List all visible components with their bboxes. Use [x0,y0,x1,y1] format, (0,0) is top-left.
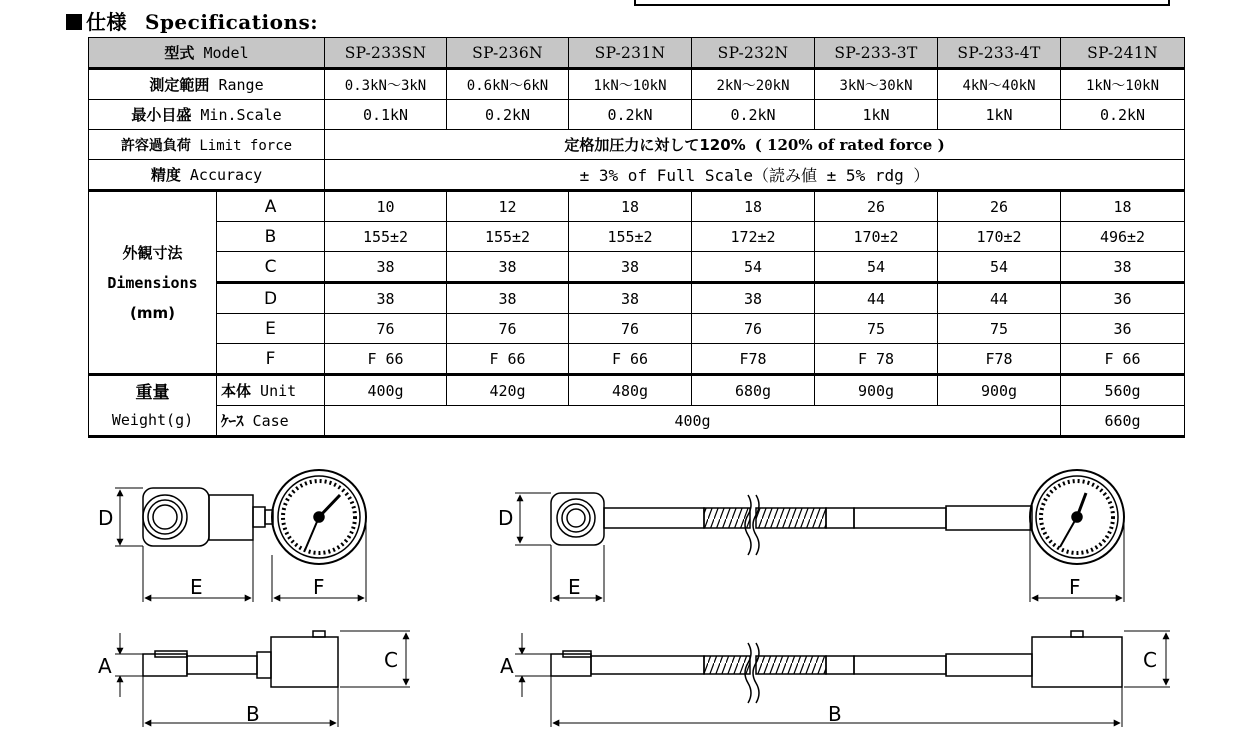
dim-cell: F 66 [447,344,569,375]
dim-key: C [217,252,325,283]
label-d-right: D [498,506,514,530]
min-scale-cell: 0.2kN [692,100,815,130]
weight-unit-cell: 420g [447,375,569,406]
min-scale-cell: 1kN [938,100,1061,130]
weight-unit-cell: 900g [938,375,1061,406]
heading-en: Specifications: [145,10,319,34]
model-cell: SP-241N [1061,38,1185,69]
right-side-dims [515,631,1170,727]
range-header: 測定範囲 Range [89,69,325,100]
dim-cell: 170±2 [938,222,1061,252]
range-cell: 0.6kN～6kN [447,69,569,100]
right-side-view [551,631,1122,703]
dim-cell: 76 [325,314,447,344]
weight-unit-cell: 480g [569,375,692,406]
dim-cell: 75 [815,314,938,344]
accuracy-header: 精度 Accuracy [89,160,325,191]
dim-cell: 172±2 [692,222,815,252]
range-cell: 1kN～10kN [1061,69,1185,100]
dim-cell: 76 [569,314,692,344]
dim-cell: 155±2 [325,222,447,252]
dim-cell: 38 [325,252,447,283]
label-f-left: F [313,575,325,599]
label-d-left: D [98,506,114,530]
dim-cell: 38 [569,252,692,283]
dim-row-f [89,344,1185,375]
dim-cell: 18 [569,191,692,222]
min-scale-header: 最小目盛 Min.Scale [89,100,325,130]
right-front-view [551,470,1124,564]
dim-key: D [217,283,325,314]
weight-unit-cell: 680g [692,375,815,406]
dim-cell: 36 [1061,314,1185,344]
dimensions-header: 外観寸法 Dimensions (mm) [89,191,217,375]
dim-cell: 75 [938,314,1061,344]
dim-key: B [217,222,325,252]
dim-cell: 18 [692,191,815,222]
left-side-view [143,631,338,687]
range-cell: 3kN～30kN [815,69,938,100]
dim-row-c [89,252,1185,283]
dim-cell: 155±2 [447,222,569,252]
label-a-left: A [98,654,112,678]
heading-jp: 仕様 [86,10,127,34]
weight-case-label: ｹｰｽ Case [217,406,325,437]
dim-cell: 38 [325,283,447,314]
dim-row-a [89,191,1185,222]
dim-cell: F 66 [1061,344,1185,375]
accuracy-cell: ± 3% of Full Scale（読み値 ± 5% rdg ） [325,160,1185,191]
dim-key: E [217,314,325,344]
dim-row-b [89,222,1185,252]
label-b-right: B [828,702,842,726]
model-cell: SP-233SN [325,38,447,69]
dim-cell: 38 [1061,252,1185,283]
dim-cell: 26 [815,191,938,222]
dim-cell: 54 [938,252,1061,283]
dim-cell: 18 [1061,191,1185,222]
dim-row-e [89,314,1185,344]
range-cell: 1kN～10kN [569,69,692,100]
label-c-right: C [1143,648,1157,672]
dim-cell: F 78 [815,344,938,375]
dimension-drawings [0,455,1243,737]
label-e-right: E [568,575,581,599]
weight-case-shared: 400g [325,406,1061,437]
model-cell: SP-233-4T [938,38,1061,69]
label-e-left: E [190,575,203,599]
min-scale-cell: 0.2kN [1061,100,1185,130]
weight-header-jp: 重量 [89,375,217,406]
dim-cell: 76 [447,314,569,344]
model-cell: SP-236N [447,38,569,69]
left-side-dims [115,631,410,727]
weight-unit-row [89,375,1185,406]
spec-heading [66,6,318,35]
dim-cell: 10 [325,191,447,222]
dim-cell: F78 [692,344,815,375]
dim-cell: F78 [938,344,1061,375]
weight-unit-cell: 400g [325,375,447,406]
dim-cell: 38 [447,252,569,283]
range-cell: 0.3kN～3kN [325,69,447,100]
model-cell: SP-233-3T [815,38,938,69]
dim-cell: 155±2 [569,222,692,252]
limit-force-row [89,130,1185,160]
left-front-view [143,470,366,564]
weight-unit-label: 本体 Unit [217,375,325,406]
model-row [89,38,1185,69]
label-a-right: A [500,654,514,678]
dim-cell: 76 [692,314,815,344]
dim-key: F [217,344,325,375]
dim-cell: 38 [447,283,569,314]
dim-cell: 38 [692,283,815,314]
range-cell: 4kN～40kN [938,69,1061,100]
dim-cell: 170±2 [815,222,938,252]
range-cell: 2kN～20kN [692,69,815,100]
weight-case-row [89,406,1185,437]
dim-cell: 54 [815,252,938,283]
dim-cell: 38 [569,283,692,314]
dim-cell: F 66 [325,344,447,375]
weight-header-en: Weight(g) [89,406,217,437]
weight-unit-cell: 900g [815,375,938,406]
min-scale-cell: 0.2kN [569,100,692,130]
dim-cell: 44 [815,283,938,314]
dim-cell: 26 [938,191,1061,222]
limit-force-header: 許容過負荷 Limit force [89,130,325,160]
square-bullet-icon [66,14,82,30]
min-scale-cell: 0.2kN [447,100,569,130]
dim-cell: 44 [938,283,1061,314]
top-frame [634,0,1170,6]
dim-cell: 36 [1061,283,1185,314]
min-scale-cell: 0.1kN [325,100,447,130]
min-scale-cell: 1kN [815,100,938,130]
label-f-right: F [1069,575,1081,599]
dim-cell: 12 [447,191,569,222]
min-scale-row [89,100,1185,130]
accuracy-row [89,160,1185,191]
label-c-left: C [384,648,398,672]
dim-row-d [89,283,1185,314]
label-b-left: B [246,702,260,726]
dim-cell: 496±2 [1061,222,1185,252]
dim-cell: F 66 [569,344,692,375]
weight-unit-cell: 560g [1061,375,1185,406]
limit-force-cell: 定格加圧力に対して120% ( 120% of rated force ) [325,130,1185,160]
range-row [89,69,1185,100]
weight-case-last: 660g [1061,406,1185,437]
model-cell: SP-232N [692,38,815,69]
model-header: 型式 Model [89,38,325,69]
spec-table [88,37,1185,438]
dim-key: A [217,191,325,222]
dim-cell: 54 [692,252,815,283]
model-cell: SP-231N [569,38,692,69]
